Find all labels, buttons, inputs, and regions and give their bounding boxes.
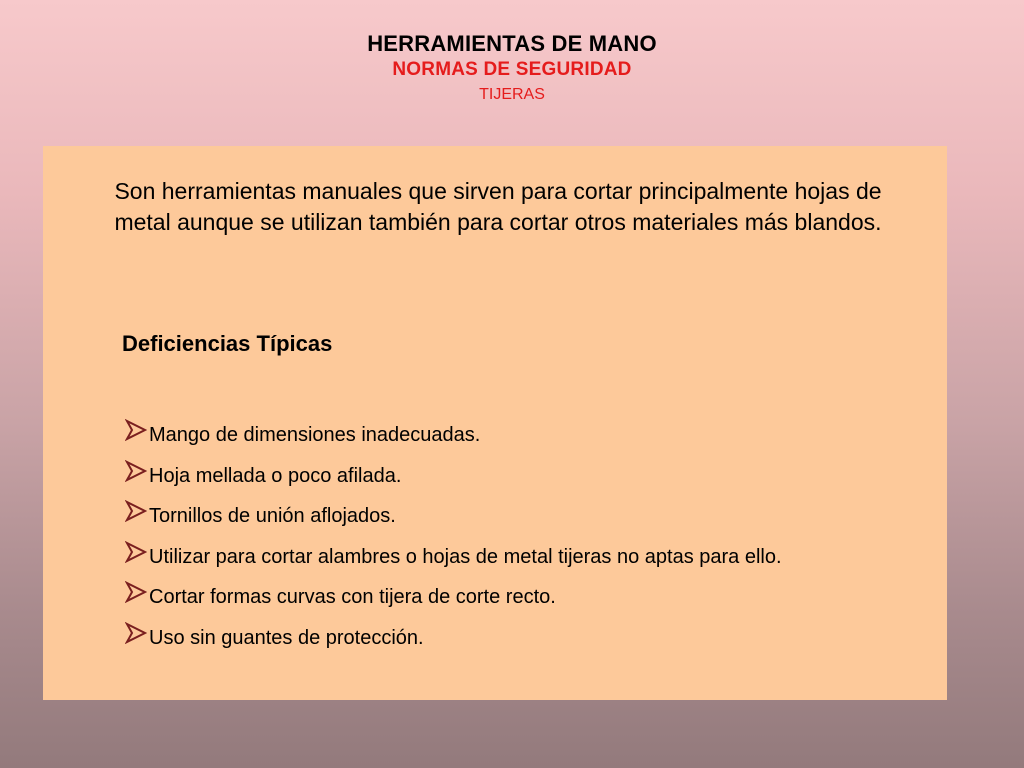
intro-paragraph: Son herramientas manuales que sirven para cortar principalmente hojas de metal aunque se utilizan también para cortar otros materiales más blandos. — [114, 178, 882, 235]
slide-header — [0, 30, 1024, 106]
list-item — [125, 500, 782, 541]
list-item-text: Tornillos de unión aflojados. — [149, 505, 396, 528]
list-item — [125, 622, 782, 663]
list-item-text: Hoja mellada o poco afilada. — [149, 464, 402, 487]
list-item-text: Cortar formas curvas con tijera de corte recto. — [149, 586, 556, 609]
slide-subtitle: NORMAS DE SEGURIDAD — [392, 59, 632, 80]
deficiencies-list — [125, 419, 782, 663]
slide-title: HERRAMIENTAS DE MANO — [367, 31, 657, 56]
list-item — [125, 419, 782, 460]
arrow-head-right-icon — [125, 500, 149, 522]
list-item-text: Uso sin guantes de protección. — [149, 626, 424, 649]
arrow-head-right-icon — [125, 622, 149, 644]
arrow-head-right-icon — [125, 460, 149, 482]
arrow-head-right-icon — [125, 581, 149, 603]
arrow-head-right-icon — [125, 541, 149, 563]
arrow-head-right-icon — [125, 419, 149, 441]
slide-section-label: TIJERAS — [479, 86, 545, 103]
list-item-text: Mango de dimensiones inadecuadas. — [149, 424, 481, 446]
deficiencies-heading: Deficiencias Típicas — [122, 331, 333, 356]
list-item — [125, 460, 782, 501]
list-item — [125, 581, 782, 622]
content-panel — [43, 146, 947, 700]
list-item-text: Utilizar para cortar alambres o hojas de metal tijeras no aptas para ello. — [149, 545, 782, 568]
list-item — [125, 541, 782, 582]
